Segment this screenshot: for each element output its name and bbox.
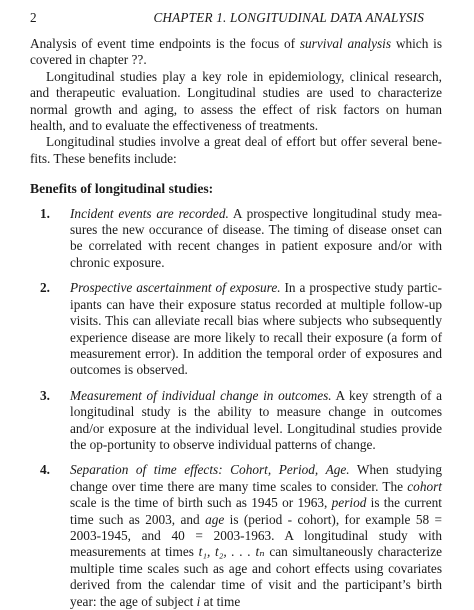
list-item xyxy=(30,280,442,378)
list-item-text: A key strength of a longitudinal study is the ability to measure change in outcomes and/or exposure at the individual level. Longitudinal studies provide the op-portunity to observe individual patterns of change. xyxy=(70,387,442,452)
list-item-text: can simultaneously characterize multiple time scales such as age and cohort effects using covariates derived from the calendar time of visit and the participant’s birth year: the age of subject xyxy=(70,544,442,609)
list-item-number: 1. xyxy=(40,205,50,221)
time-points-math: t₁, t₂, . . . tₙ xyxy=(198,544,265,560)
section-heading: Benefits of longitudinal studies: xyxy=(30,181,214,197)
intro-paragraph-3: Longitudinal studies involve a great deal of effort but offer several bene-fits. These benefits include: xyxy=(30,134,442,166)
page-number: 2 xyxy=(30,10,37,25)
intro-p1-text-b: which is covered in chapter ??. xyxy=(30,36,443,68)
intro-p1-text-a: Analysis of event time endpoints is the focus of xyxy=(30,36,300,51)
list-item-text: A prospective longitudinal study mea-sures the new occurance of disease. The timing of disease onset can be correlated with recent changes in patient exposure and/or with chronic exposure. xyxy=(70,205,442,270)
list-item-label: Separation of time effects: Cohort, Period, Age. xyxy=(70,462,350,478)
list-item-text: When studying change over time there are many time scales to consider. The xyxy=(70,462,442,494)
period-term: period xyxy=(331,495,367,511)
list-item-label: Measurement of individual change in outcomes. xyxy=(70,387,332,403)
cohort-term: cohort xyxy=(407,478,442,494)
list-item-text: is (period - cohort), for example 58 = 2003-1945, and 40 = 2003-1963. A longitudinal study with measurements at times xyxy=(70,511,442,560)
age-term: age xyxy=(205,511,225,527)
chapter-title: CHAPTER 1. LONGITUDINAL DATA ANALYSIS xyxy=(153,10,424,25)
page-header xyxy=(30,10,442,32)
list-item xyxy=(30,462,442,610)
list-item-text: at time xyxy=(200,593,241,609)
list-item-number: 2. xyxy=(40,280,50,296)
list-item-label: Incident events are recorded. xyxy=(70,205,229,221)
list-item-number: 3. xyxy=(40,387,50,403)
list-item xyxy=(30,206,442,272)
intro-paragraph-1 xyxy=(30,36,442,69)
list-item-label: Prospective ascertainment of exposure. xyxy=(70,280,281,296)
list-item xyxy=(30,388,442,454)
list-item-number: 4. xyxy=(40,462,50,478)
survival-analysis-term: survival analysis xyxy=(299,36,392,51)
list-item-text: In a prospective study partic-ipants can have their exposure status recorded at multiple follow-up visits. This can alleviate recall bias where subjects who subsequently experience disease are more likely to recall their exposure (a form of measurement error). In addition the temporal order of exposures and outcomes is observed. xyxy=(70,280,442,378)
intro-paragraph-2: Longitudinal studies play a key role in epidemiology, clinical research, and therapeutic evaluation. Longitudinal studies are used to characterize normal growth and aging, to assess the effect of risk factors on human health, and to evaluate the effectiveness of treatments. xyxy=(30,68,442,134)
list-item-text: scale is the time of birth such as 1945 or 1963, xyxy=(70,495,332,511)
list-item-text: is the current time such as 2003, and xyxy=(70,495,442,527)
subject-index-math: i xyxy=(196,593,201,609)
page-body xyxy=(30,36,442,610)
